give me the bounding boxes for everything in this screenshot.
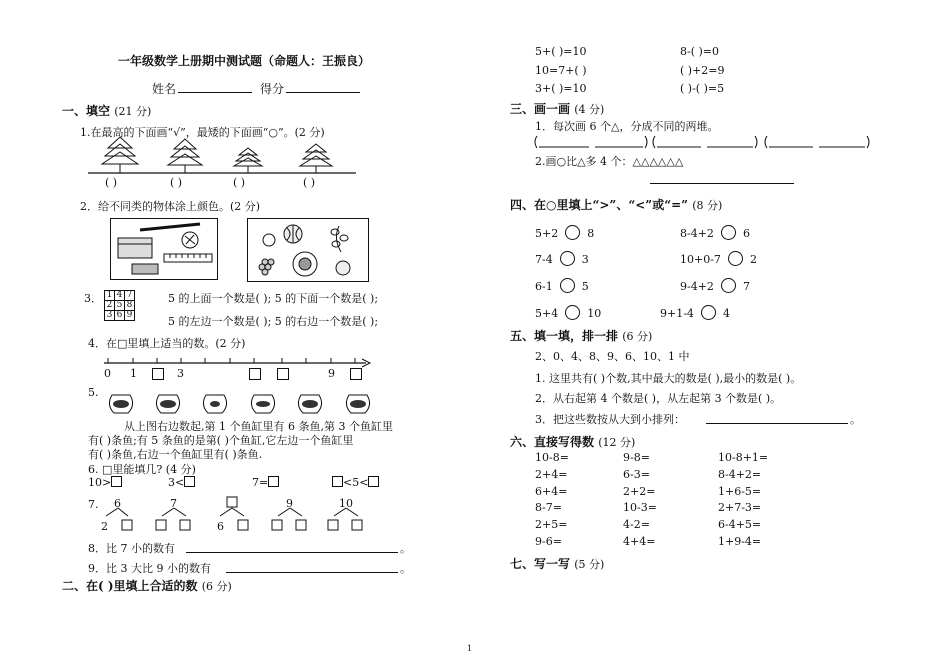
stationery-picture — [110, 218, 218, 280]
section-3-title: 三、画一画 (4 分) — [510, 102, 605, 116]
section-7-title: 七、写一写 (5 分) — [510, 557, 605, 571]
fishbowl-icon — [297, 392, 323, 414]
answer-box[interactable] — [268, 476, 279, 487]
compare-left-1: 5+2 8 — [535, 227, 595, 240]
number-bonds — [96, 496, 376, 536]
s2-right-1: 8-( )=0 — [680, 45, 720, 58]
calc-col-2: 9-8= 6-3= 2+2= 10-3= 4-2= 4+4= — [623, 451, 657, 548]
q6-expr-b: 3< — [168, 476, 195, 489]
s3-q1: 1．每次画 6 个△，分成不同的两堆。 — [535, 120, 719, 133]
tree-icon — [234, 148, 262, 173]
compare-right-3: 9-4+2 7 — [680, 280, 750, 293]
eraser-icon — [132, 264, 158, 274]
number-grid: 1 4 7 2 5 8 3 6 9 — [104, 290, 135, 321]
trees-illustration — [88, 134, 358, 184]
q8-period: 。 — [400, 542, 411, 555]
bond-bottom-1: 2 — [101, 520, 108, 533]
q5-number: 5. — [88, 386, 99, 399]
nl-blank[interactable] — [350, 368, 362, 380]
nl-label-9: 9 — [328, 367, 335, 380]
answer-box — [122, 520, 132, 530]
nl-blank[interactable] — [249, 368, 261, 380]
answer-box — [238, 520, 248, 530]
answer-box — [156, 520, 166, 530]
split-answer-blanks[interactable] — [533, 134, 873, 150]
compare-circle[interactable] — [728, 251, 743, 266]
compare-circle[interactable] — [560, 278, 575, 293]
tree-answer-4[interactable]: ( ) — [303, 176, 316, 189]
s5-period: 。 — [850, 413, 861, 426]
s5-q3: 3．把这些数按从大到小排列： — [535, 413, 685, 426]
calc-col-3: 10-8+1= 8-4+2= 1+6-5= 2+7-3= 6-4+5= 1+9-4= — [718, 451, 769, 548]
section-4-title: 四、在○里填上“>”、“<”或“=” (8 分) — [510, 198, 723, 212]
tree-answer-3[interactable]: ( ) — [233, 176, 246, 189]
q5-line-1: 从上图右边数起,第 1 个鱼缸里有 6 条鱼,第 3 个鱼缸里 — [124, 420, 393, 433]
q1-text: 1.在最高的下面画“√”，最矮的下面画“○”。(2 分) — [80, 126, 325, 139]
bond-top-2: 7 — [170, 497, 177, 510]
q5-line-3: 有( )条鱼,右边一个鱼缸里有( )条鱼. — [88, 448, 263, 461]
q8-text: 8．比 7 小的数有 — [88, 542, 175, 555]
q6-expr-c: 7= — [252, 476, 279, 489]
orange-icon — [336, 261, 350, 275]
compare-circle[interactable] — [701, 305, 716, 320]
grapes-icon — [259, 259, 274, 275]
answer-box — [227, 497, 237, 507]
pencil-icon — [140, 224, 200, 230]
answer-box[interactable] — [368, 476, 379, 487]
q3-number: 3． — [84, 292, 102, 305]
s2-left-3: 3+( )=10 — [535, 82, 587, 95]
q8-answer-line[interactable] — [186, 552, 398, 553]
s5-order-line[interactable] — [706, 423, 848, 424]
compare-right-1: 8-4+2 6 — [680, 227, 750, 240]
compare-right-4: 9+1-4 4 — [660, 307, 730, 320]
s2-right-2: ( )+2=9 — [680, 64, 725, 77]
section-2-title: 二、在( )里填上合适的数 (6 分) — [62, 579, 232, 593]
nl-blank[interactable] — [277, 368, 289, 380]
pencil-box-icon — [118, 238, 152, 258]
s3-draw-line[interactable] — [650, 183, 794, 184]
apple-icon — [263, 234, 275, 246]
bond-top-4: 10 — [339, 497, 353, 510]
compare-circle[interactable] — [721, 278, 736, 293]
calc-col-1: 10-8= 2+4= 6+4= 8-7= 2+5= 9-6= — [535, 451, 569, 548]
bond-top-3: 9 — [286, 497, 293, 510]
q9-text: 9．比 3 大比 9 小的数有 — [88, 562, 211, 575]
answer-box[interactable] — [184, 476, 195, 487]
name-field[interactable] — [178, 92, 252, 93]
s5-q2: 2．从右起第 4 个数是( )，从左起第 3 个数是( )。 — [535, 392, 782, 405]
section-1-title: 一、填空 (21 分) — [62, 104, 152, 118]
compare-circle[interactable] — [565, 305, 580, 320]
nl-label-1: 1 — [130, 367, 137, 380]
bond-top-1: 6 — [114, 497, 121, 510]
compare-left-2: 7-4 3 — [535, 253, 589, 266]
tree-answer-1[interactable]: ( ) — [105, 176, 118, 189]
s3-q2: 2.画○比△多 4 个：△△△△△△ — [535, 155, 684, 168]
s2-left-1: 5+( )=10 — [535, 45, 587, 58]
q3-line-2: 5 的左边一个数是( ); 5 的右边一个数是( ); — [168, 315, 379, 328]
nl-blank[interactable] — [152, 368, 164, 380]
answer-box[interactable] — [332, 476, 343, 487]
fruit-picture — [247, 218, 369, 282]
section-5-title: 五、填一填，排一排 (6 分) — [510, 329, 653, 343]
s5-numbers: 2、0、4、8、9、6、10、1 中 — [535, 350, 690, 363]
section-6-title: 六、直接写得数 (12 分) — [510, 435, 636, 449]
compare-left-3: 6-1 5 — [535, 280, 589, 293]
answer-box — [180, 520, 190, 530]
sunflower-icon — [293, 252, 317, 276]
nl-label-3: 3 — [177, 367, 184, 380]
plant-icon — [331, 226, 348, 252]
name-label: 姓名 — [152, 82, 177, 96]
q6-expr-a: 10> — [88, 476, 122, 489]
s5-q1: 1. 这里共有( )个数,其中最大的数是( ),最小的数是( )。 — [535, 372, 802, 385]
compare-left-4: 5+4 10 — [535, 307, 602, 320]
q6-expr-d: <5< — [332, 476, 379, 489]
answer-box — [272, 520, 282, 530]
fishbowl-icon — [202, 392, 228, 414]
q5-line-2: 有( )条鱼;有 5 条鱼的是第( )个鱼缸,它左边一个鱼缸里 — [88, 434, 354, 447]
compare-right-2: 10+0-7 2 — [680, 253, 757, 266]
fishbowl-icon — [250, 392, 276, 414]
score-field[interactable] — [286, 92, 360, 93]
page-title: 一年级数学上册期中测试题（命题人：王振良） — [118, 54, 371, 68]
q9-answer-line[interactable] — [226, 572, 398, 573]
answer-box — [296, 520, 306, 530]
answer-box — [352, 520, 362, 530]
tree-answer-2[interactable]: ( ) — [170, 176, 183, 189]
answer-box — [328, 520, 338, 530]
tree-icon — [102, 137, 138, 173]
q6-text: 6. □里能填几? (4 分) — [88, 463, 196, 476]
fishbowl-icon — [108, 392, 134, 414]
tree-icon — [300, 144, 332, 173]
bond-bottom-2: 6 — [217, 520, 224, 533]
q7-number: 7. — [88, 498, 99, 511]
q3-line-1: 5 的上面一个数是( ); 5 的下面一个数是( ); — [168, 292, 379, 305]
compare-circle[interactable] — [565, 225, 580, 240]
q9-period: 。 — [400, 562, 411, 575]
page-number: 1 — [467, 644, 473, 653]
score-label: 得分 — [260, 82, 285, 96]
fishbowl-icon — [345, 392, 371, 414]
fishbowl-icon — [155, 392, 181, 414]
nl-label-0: 0 — [104, 367, 111, 380]
compare-circle[interactable] — [721, 225, 736, 240]
q2-text: 2．给不同类的物体涂上颜色。(2 分) — [80, 200, 261, 213]
compare-circle[interactable] — [560, 251, 575, 266]
q4-text: 4．在□里填上适当的数。(2 分) — [88, 337, 246, 350]
s2-right-3: ( )-( )=5 — [680, 82, 725, 95]
tree-icon — [168, 139, 202, 173]
s2-left-2: 10=7+( ) — [535, 64, 587, 77]
answer-box[interactable] — [111, 476, 122, 487]
